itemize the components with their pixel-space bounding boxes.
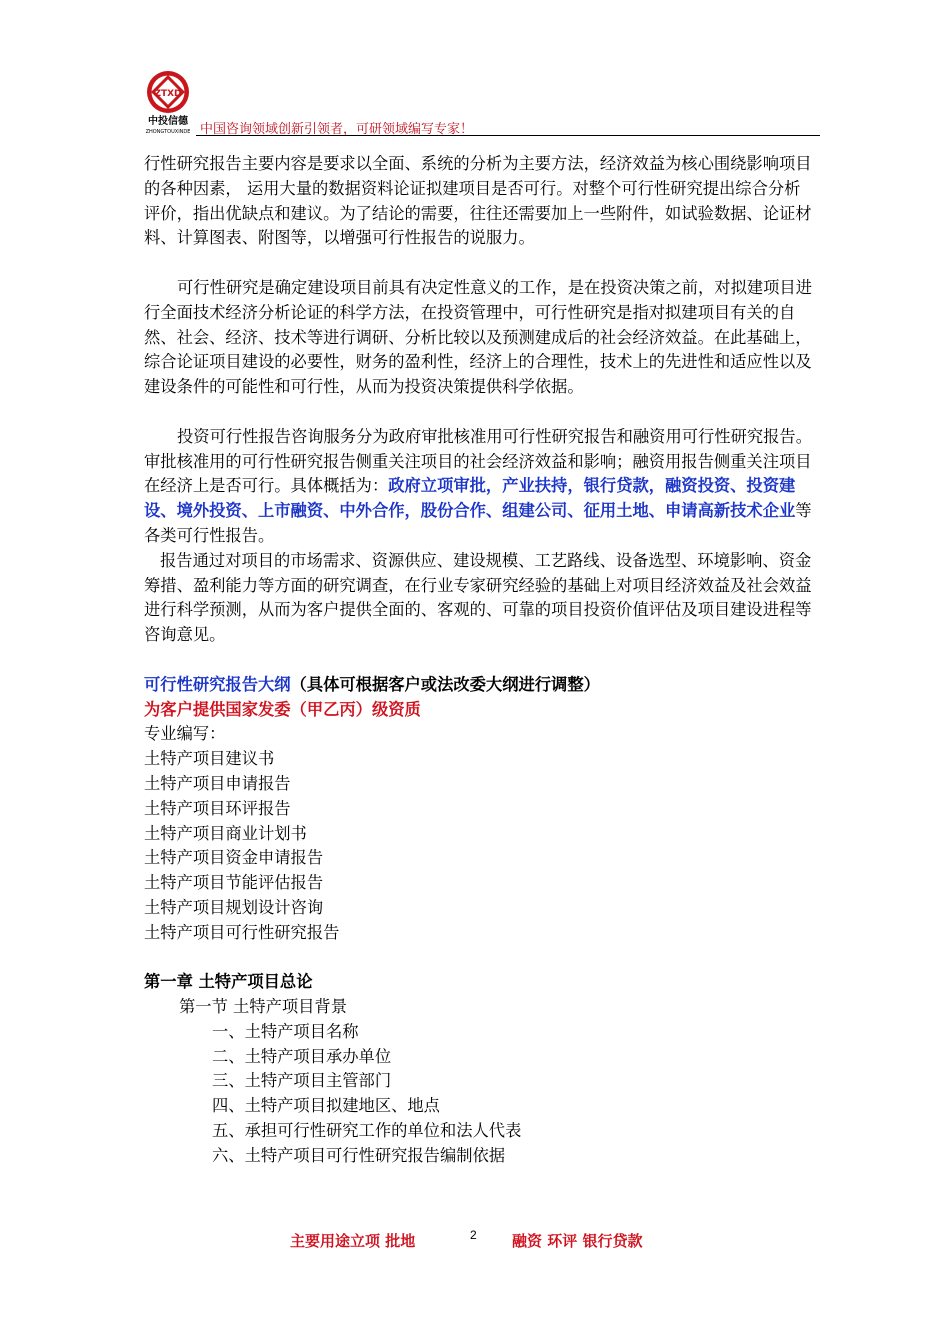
header-tagline: 中国咨询领域创新引领者，可研领域编写专家！ [200,122,474,137]
toc-item: 三、土特产项目主管部门 [212,1071,392,1091]
toc-item: 一、土特产项目名称 [212,1021,359,1041]
toc-item: 五、承担可行性研究工作的单位和法人代表 [212,1121,522,1141]
paragraph-3-tail: 等各类可行性报告。 [144,501,812,545]
list-item: 土特产项目环评报告 [144,798,291,818]
header-divider [196,135,820,136]
pro-label: 专业编写： [144,724,226,744]
chapter-title: 第一章 土特产项目总论 [144,972,313,992]
footer-usage-left: 主要用途立项 批地 [290,1232,416,1250]
paragraph-3-text: 投资可行性报告咨询服务分为政府审批核准用可行性研究报告和融资用可行性研究报告。 审批核准用的可行性研究报告侧重关注项目的社会经济效益和影响；融资用报告侧重关注项目在经济上是否可行。具体概括为： [144,426,812,496]
logo-brand: 中投信德 [148,116,188,127]
document-body [144,152,816,1169]
page-footer [0,1230,950,1254]
paragraph-3 [144,425,816,549]
outline-title [144,673,816,698]
list-item: 土特产项目规划设计咨询 [144,897,324,917]
list-item: 土特产项目可行性研究报告 [144,922,340,942]
paragraph-3-highlight: 政府立项审批，产业扶持，银行贷款，融资投资、投资建设、境外投资、上市融资、中外合作，股份合作、组建公司、征用土地、申请高新技术企业 [144,476,796,521]
list-item: 土特产项目资金申请报告 [144,848,324,868]
section-title: 第一节 土特产项目背景 [179,997,347,1017]
outline-title-note: （具体可根据客户或法改委大纲进行调整） [290,674,600,694]
outline-title-main: 可行性研究报告大纲 [144,674,291,694]
list-item: 土特产项目节能评估报告 [144,873,324,893]
toc-item: 四、土特产项目拟建地区、地点 [212,1096,440,1116]
toc-item: 二、土特产项目承办单位 [212,1046,392,1066]
toc-item: 六、土特产项目可行性研究报告编制依据 [212,1145,506,1165]
paragraph-4: 报告通过对项目的市场需求、资源供应、建设规模、工艺路线、设备选型、环境影响、资金筹措、盈利能力等方面的研究调查，在行业专家研究经验的基础上对项目经济效益及社会效益进行科学预测，从而为客户提供全面的、客观的、可靠的项目投资价值评估及项目建设进程等咨询意见。 [144,550,812,645]
list-item: 土特产项目商业计划书 [144,823,307,843]
footer-usage-right: 融资 环评 银行贷款 [512,1232,643,1250]
page-header [140,68,820,138]
list-item: 土特产项目建议书 [144,749,275,769]
company-logo [140,68,196,138]
paragraph-1: 行性研究报告主要内容是要求以全面、系统的分析为主要方法，经济效益为核心围绕影响项目的各种因素， 运用大量的数据资料论证拟建项目是否可行。对整个可行性研究提出综合分析评价，指出优缺点和建议。为了结论的需要，往往还需要加上一些附件，如试验数据、论证材料、计算图表、附图等，以增强可行性报告的说服力。 [144,154,812,248]
logo-sub: ZHONGTOUXINDE [145,129,191,135]
logo-text: ZTXD [154,89,182,99]
page-number: 2 [470,1228,477,1242]
list-item: 土特产项目申请报告 [144,773,291,793]
qualification-line: 为客户提供国家发委（甲乙丙）级资质 [144,699,421,719]
paragraph-2: 可行性研究是确定建设项目前具有决定性意义的工作，是在投资决策之前，对拟建项目进行全面技术经济分析论证的科学方法，在投资管理中，可行性研究是指对拟建项目有关的自然、社会、经济、技术等进行调研、分析比较以及预测建成后的社会经济效益。在此基础上，综合论证项目建设的必要性，财务的盈利性，经济上的合理性，技术上的先进性和适应性以及建设条件的可能性和可行性，从而为投资决策提供科学依据。 [144,277,812,397]
